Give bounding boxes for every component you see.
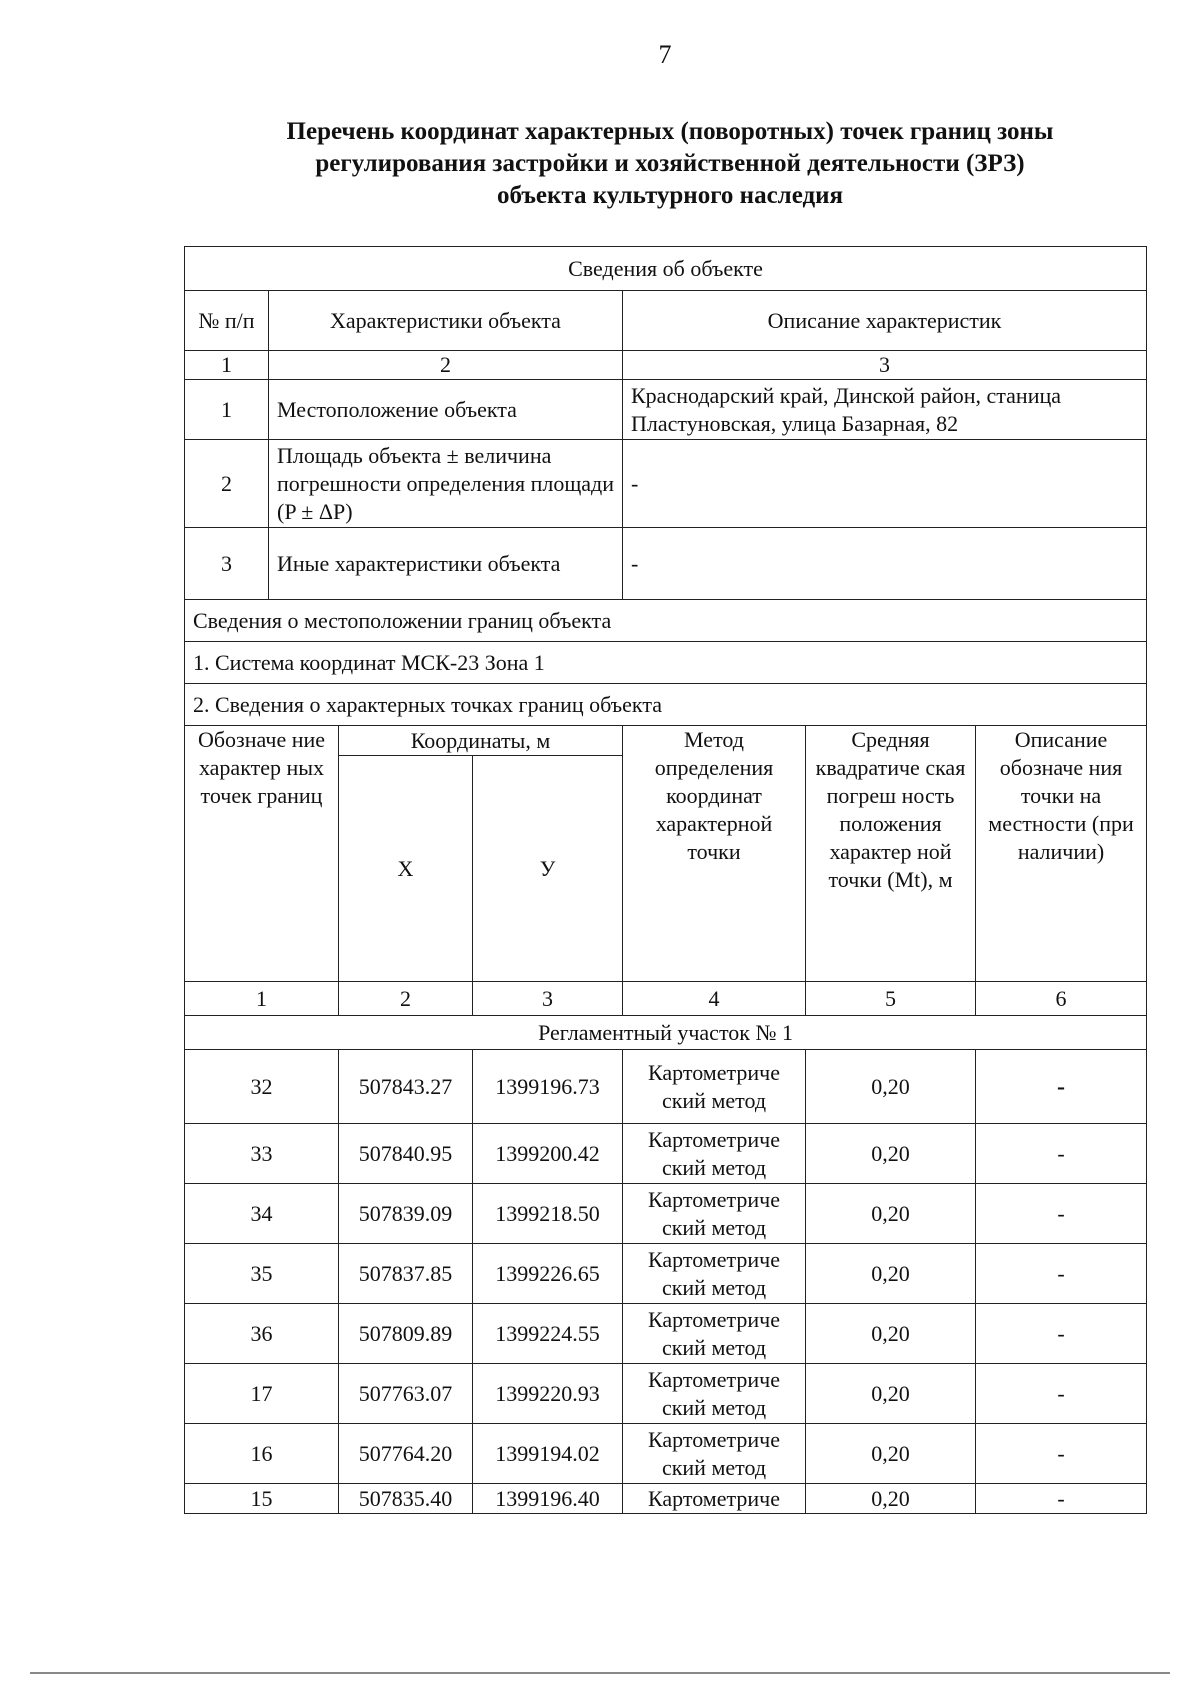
point-mt: 0,20 bbox=[806, 1364, 976, 1424]
point-id: 17 bbox=[185, 1364, 339, 1424]
table-row bbox=[185, 1184, 1147, 1244]
col-number: 1 bbox=[185, 351, 269, 380]
col-header-coordinates: Координаты, м bbox=[339, 726, 623, 756]
point-mt: 0,20 bbox=[806, 1124, 976, 1184]
row-number: 2 bbox=[185, 440, 269, 528]
point-x: 507837.85 bbox=[339, 1244, 473, 1304]
point-x: 507843.27 bbox=[339, 1050, 473, 1124]
point-id: 15 bbox=[185, 1484, 339, 1514]
title-line-1: Перечень координат характерных (поворотных) точек границ зоны bbox=[286, 118, 1054, 145]
point-description: - bbox=[976, 1364, 1147, 1424]
point-y: 1399194.02 bbox=[473, 1424, 623, 1484]
point-description: - bbox=[976, 1050, 1147, 1124]
point-method: Картометриче ский метод bbox=[623, 1244, 806, 1304]
point-method: Картометриче bbox=[623, 1484, 806, 1514]
row-characteristic: Иные характеристики объекта bbox=[269, 528, 623, 600]
col-header-characteristic: Характеристики объекта bbox=[269, 291, 623, 351]
title-line-2: регулирования застройки и хозяйственной деятельности (ЗРЗ) bbox=[315, 150, 1025, 177]
point-y: 1399220.93 bbox=[473, 1364, 623, 1424]
col-number: 1 bbox=[185, 982, 339, 1016]
col-header-method: Метод определения координат характерной точки bbox=[623, 726, 806, 982]
point-y: 1399224.55 bbox=[473, 1304, 623, 1364]
col-number: 4 bbox=[623, 982, 806, 1016]
document-title bbox=[185, 116, 1155, 212]
point-id: 32 bbox=[185, 1050, 339, 1124]
point-method: Картометриче ский метод bbox=[623, 1124, 806, 1184]
point-x: 507835.40 bbox=[339, 1484, 473, 1514]
col-header-point-description: Описание обозначе ния точки на местности (при наличии) bbox=[976, 726, 1147, 982]
col-number: 3 bbox=[623, 351, 1147, 380]
point-y: 1399226.65 bbox=[473, 1244, 623, 1304]
point-method: Картометриче ский метод bbox=[623, 1304, 806, 1364]
table-row bbox=[185, 1424, 1147, 1484]
point-description: - bbox=[976, 1484, 1147, 1514]
row-number: 1 bbox=[185, 380, 269, 440]
point-x: 507839.09 bbox=[339, 1184, 473, 1244]
col-header-y: У bbox=[473, 756, 623, 982]
col-header-error: Средняя квадратиче ская погреш ность положения характер ной точки (Mt), м bbox=[806, 726, 976, 982]
point-id: 36 bbox=[185, 1304, 339, 1364]
table-row bbox=[185, 1050, 1147, 1124]
table-row bbox=[185, 1244, 1147, 1304]
page-number: 7 bbox=[658, 40, 672, 69]
table-row bbox=[185, 1304, 1147, 1364]
bottom-rule bbox=[30, 1672, 1170, 1674]
point-mt: 0,20 bbox=[806, 1184, 976, 1244]
point-id: 16 bbox=[185, 1424, 339, 1484]
col-header-designation: Обозначе ние характер ных точек границ bbox=[185, 726, 339, 982]
point-id: 33 bbox=[185, 1124, 339, 1184]
point-mt: 0,20 bbox=[806, 1244, 976, 1304]
point-method: Картометриче ский метод bbox=[623, 1364, 806, 1424]
subsection-heading: Регламентный участок № 1 bbox=[185, 1016, 1147, 1050]
point-mt: 0,20 bbox=[806, 1424, 976, 1484]
point-x: 507840.95 bbox=[339, 1124, 473, 1184]
points-heading: 2. Сведения о характерных точках границ объекта bbox=[185, 684, 1147, 726]
row-description: Краснодарский край, Динской район, станица Пластуновская, улица Базарная, 82 bbox=[623, 380, 1147, 440]
col-number: 2 bbox=[339, 982, 473, 1016]
col-header-x: Х bbox=[339, 756, 473, 982]
point-x: 507809.89 bbox=[339, 1304, 473, 1364]
point-x: 507764.20 bbox=[339, 1424, 473, 1484]
section1-heading: Сведения об объекте bbox=[185, 247, 1147, 291]
point-y: 1399196.40 bbox=[473, 1484, 623, 1514]
table-row bbox=[185, 1124, 1147, 1184]
point-id: 35 bbox=[185, 1244, 339, 1304]
point-id: 34 bbox=[185, 1184, 339, 1244]
col-number: 6 bbox=[976, 982, 1147, 1016]
title-line-3: объекта культурного наследия bbox=[496, 182, 844, 209]
coordinates-table bbox=[184, 246, 1147, 1514]
col-header-description: Описание характеристик bbox=[623, 291, 1147, 351]
table-row bbox=[185, 1484, 1147, 1514]
coordinate-system: 1. Система координат МСК-23 Зона 1 bbox=[185, 642, 1147, 684]
row-description: - bbox=[623, 440, 1147, 528]
point-mt: 0,20 bbox=[806, 1304, 976, 1364]
col-header-num: № п/п bbox=[185, 291, 269, 351]
point-method: Картометриче ский метод bbox=[623, 1424, 806, 1484]
point-x: 507763.07 bbox=[339, 1364, 473, 1424]
row-description: - bbox=[623, 528, 1147, 600]
point-description: - bbox=[976, 1124, 1147, 1184]
col-number: 2 bbox=[269, 351, 623, 380]
point-y: 1399200.42 bbox=[473, 1124, 623, 1184]
section2-heading: Сведения о местоположении границ объекта bbox=[185, 600, 1147, 642]
point-description: - bbox=[976, 1424, 1147, 1484]
point-method: Картометриче ский метод bbox=[623, 1184, 806, 1244]
row-number: 3 bbox=[185, 528, 269, 600]
table-row bbox=[185, 1364, 1147, 1424]
row-characteristic: Площадь объекта ± величина погрешности определения площади (P ± ΔP) bbox=[269, 440, 623, 528]
point-mt: 0,20 bbox=[806, 1484, 976, 1514]
point-mt: 0,20 bbox=[806, 1050, 976, 1124]
point-description: - bbox=[976, 1184, 1147, 1244]
point-y: 1399218.50 bbox=[473, 1184, 623, 1244]
point-method: Картометриче ский метод bbox=[623, 1050, 806, 1124]
point-description: - bbox=[976, 1304, 1147, 1364]
point-y: 1399196.73 bbox=[473, 1050, 623, 1124]
row-characteristic: Местоположение объекта bbox=[269, 380, 623, 440]
col-number: 3 bbox=[473, 982, 623, 1016]
col-number: 5 bbox=[806, 982, 976, 1016]
point-description: - bbox=[976, 1244, 1147, 1304]
